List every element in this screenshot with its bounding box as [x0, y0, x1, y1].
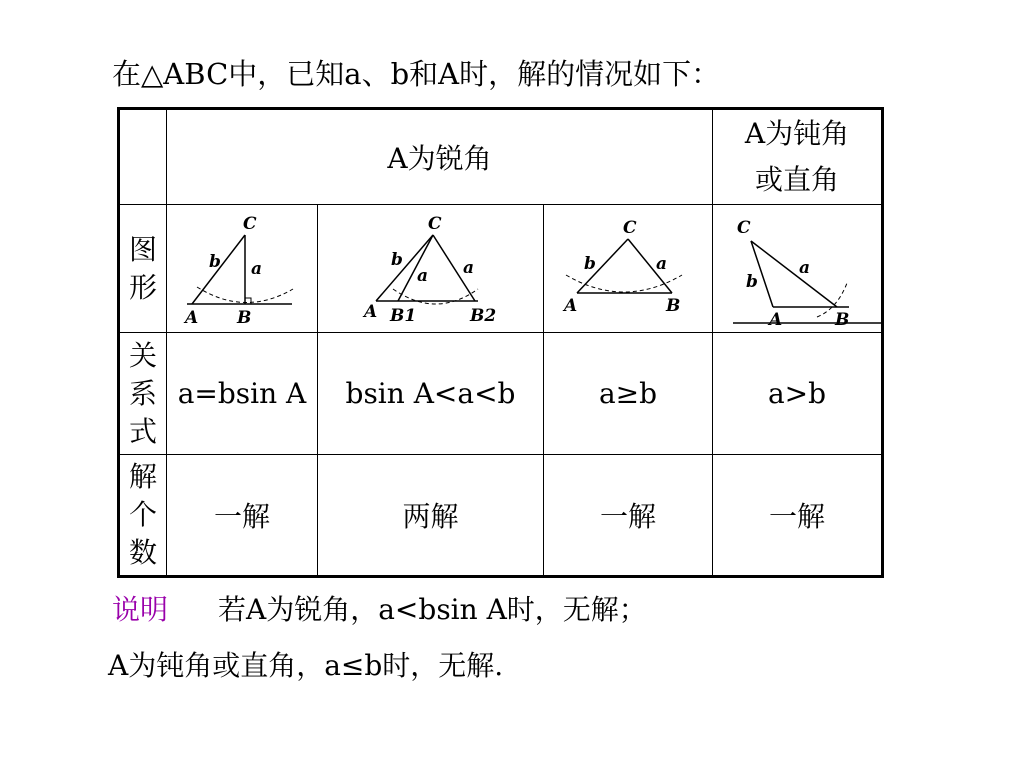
note-text-1: 若A为锐角，a<bsin A时，无解； — [218, 593, 647, 626]
label-B2: B2 — [470, 305, 497, 326]
relation-cell-4: a>b — [713, 333, 883, 455]
obtuse-triangle-figure — [713, 209, 881, 329]
figure-cell-1 — [167, 205, 318, 333]
count-cell-3: 一解 — [544, 455, 713, 577]
label-A: A — [185, 307, 199, 328]
two-solution-figure — [318, 209, 543, 329]
label-a: a — [656, 253, 668, 274]
relation-cell-2: bsin A<a<b — [318, 333, 544, 455]
label-B1: B1 — [390, 305, 417, 326]
label-C: C — [623, 217, 637, 238]
corner-cell — [119, 109, 167, 205]
label-C: C — [243, 213, 257, 234]
solution-table — [117, 107, 884, 578]
note-line-1 — [112, 588, 912, 632]
note-line-2: A为钝角或直角，a≤b时，无解. — [108, 649, 504, 682]
label-b: b — [584, 253, 596, 274]
table-header-row — [119, 109, 883, 205]
header-obtuse-line2: 或直角 — [754, 163, 839, 196]
label-b: b — [746, 271, 758, 292]
label-a-2: a — [463, 257, 475, 278]
header-obtuse-line1: A为钝角 — [744, 117, 850, 150]
label-C: C — [428, 213, 442, 234]
label-b: b — [391, 249, 403, 270]
figure-row — [119, 205, 883, 333]
label-B: B — [237, 307, 252, 328]
label-A: A — [769, 309, 783, 329]
count-cell-2: 两解 — [318, 455, 544, 577]
right-triangle-figure — [167, 209, 317, 329]
one-solution-figure — [544, 209, 712, 329]
label-B: B — [666, 295, 681, 316]
label-b: b — [209, 251, 221, 272]
row-label-figure: 图 形 — [119, 205, 167, 333]
figure-cell-4 — [713, 205, 883, 333]
row-label-count: 解 个 数 — [119, 455, 167, 577]
page-title: 在△ABC中，已知a、b和A时，解的情况如下： — [112, 57, 721, 91]
header-obtuse — [713, 109, 883, 205]
label-a: a — [417, 265, 429, 286]
label-B: B — [835, 309, 850, 329]
relation-row — [119, 333, 883, 455]
count-cell-4: 一解 — [713, 455, 883, 577]
relation-cell-1: a=bsin A — [167, 333, 318, 455]
relation-cell-3: a≥b — [544, 333, 713, 455]
label-a: a — [251, 258, 263, 279]
figure-cell-3 — [544, 205, 713, 333]
figure-cell-2 — [318, 205, 544, 333]
label-C: C — [737, 217, 751, 238]
count-cell-1: 一解 — [167, 455, 318, 577]
count-row — [119, 455, 883, 577]
header-acute: A为锐角 — [167, 109, 713, 205]
label-A: A — [564, 295, 578, 316]
note-keyword: 说明 — [112, 593, 169, 626]
row-label-relation: 关 系 式 — [119, 333, 167, 455]
label-a: a — [799, 257, 811, 278]
label-A: A — [364, 301, 378, 322]
